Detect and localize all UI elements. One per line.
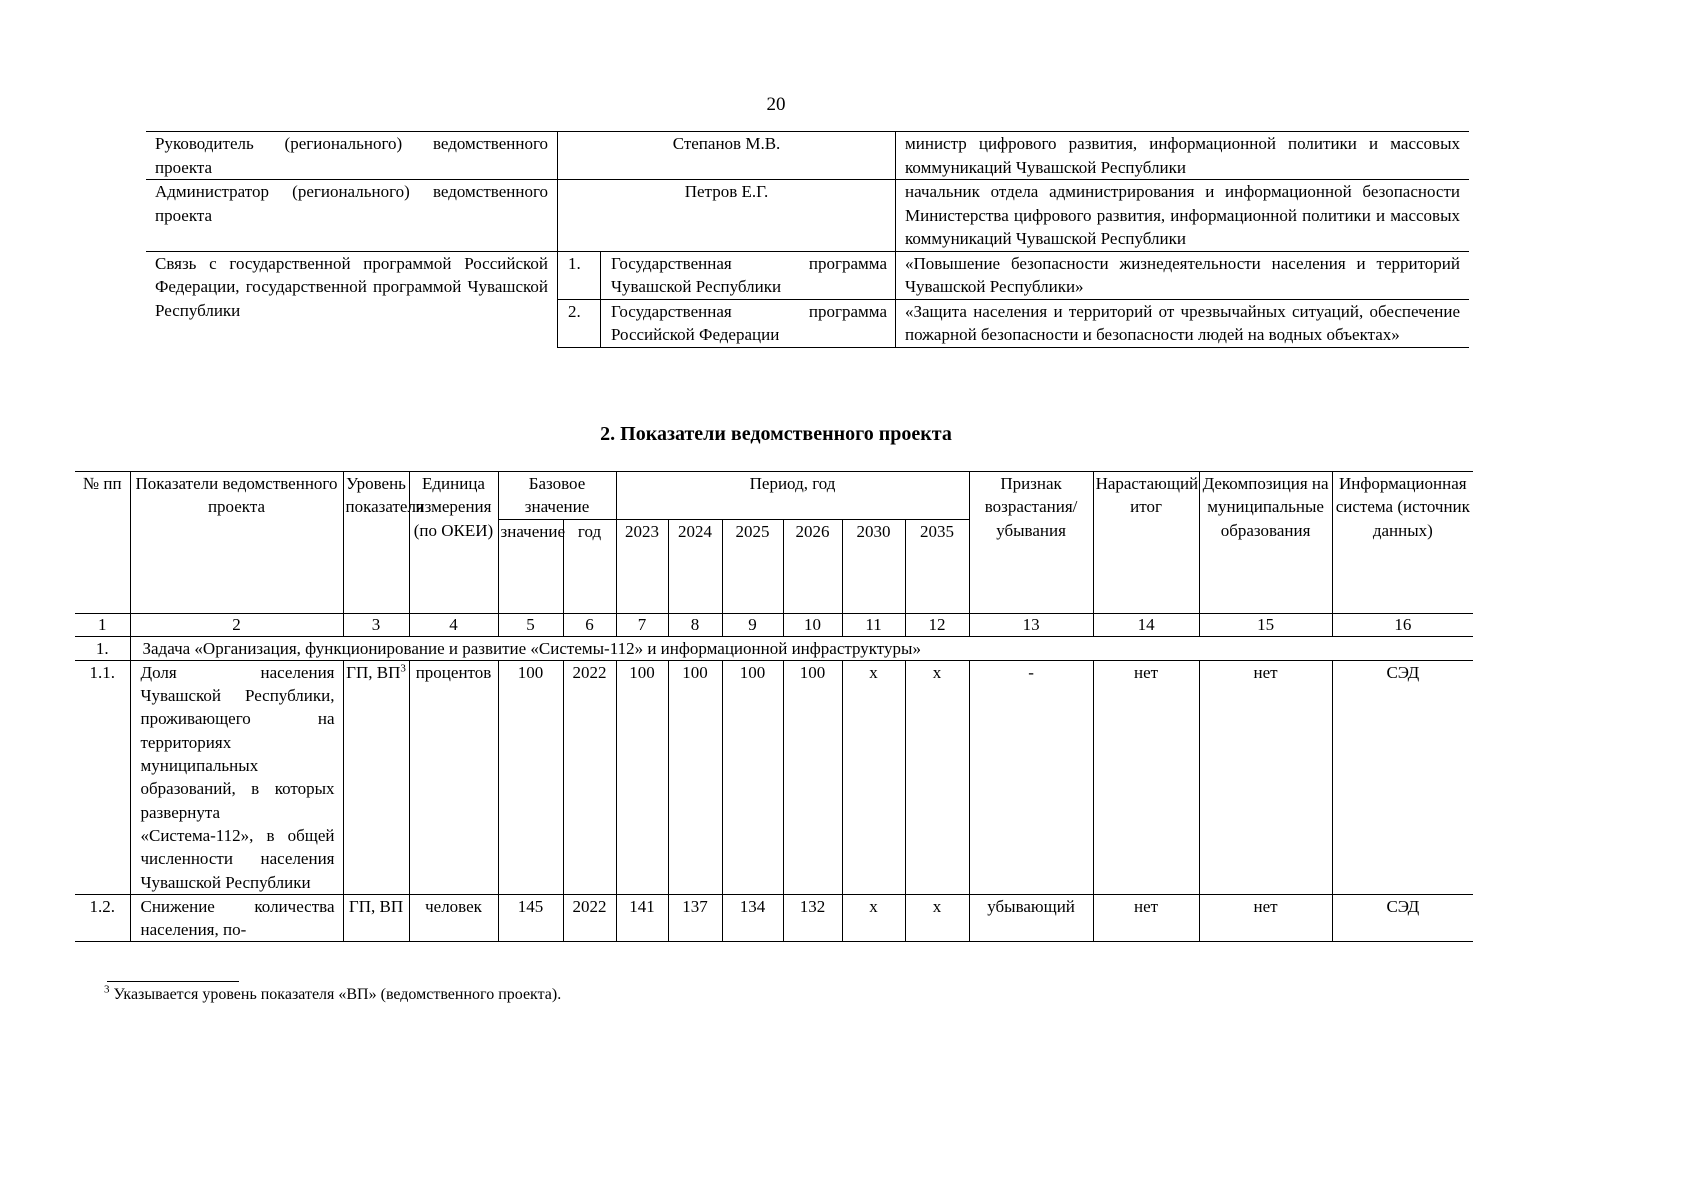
- task-number: 1.: [75, 636, 130, 660]
- header-period: Период, год: [616, 472, 969, 520]
- indicator-year-value: х: [905, 894, 969, 942]
- indicator-cumulative: нет: [1093, 894, 1199, 942]
- indicator-info-system: СЭД: [1332, 894, 1473, 942]
- program-type: Государственная программа Российской Федерации: [601, 299, 896, 347]
- indicator-level: ГП, ВП: [343, 894, 409, 942]
- indicator-level: [343, 660, 409, 894]
- header-year: 2030: [842, 519, 905, 613]
- passport-person-position: начальник отдела администрирования и информационной безопасности Министерства цифрового развития, информационной политики и массовых коммуникаций Чувашской Республики: [896, 180, 1470, 252]
- indicator-base-year: 2022: [563, 660, 616, 894]
- task-title: Задача «Организация, функционирование и развитие «Системы-112» и информационной инфраструктуры»: [130, 636, 1473, 660]
- passport-link-label: Связь с государственной программой Российской Федерации, государственной программой Чувашской Республики: [146, 251, 558, 347]
- header-num: № пп: [75, 472, 130, 614]
- header-year: 2035: [905, 519, 969, 613]
- column-number: 11: [842, 613, 905, 636]
- header-row: [75, 472, 1473, 520]
- column-number: 14: [1093, 613, 1199, 636]
- indicator-row: [75, 894, 1473, 942]
- indicator-year-value: 132: [783, 894, 842, 942]
- column-number: 15: [1199, 613, 1332, 636]
- indicator-year-value: х: [905, 660, 969, 894]
- indicator-base-value: 145: [498, 894, 563, 942]
- indicator-unit: человек: [409, 894, 498, 942]
- indicator-decomposition: нет: [1199, 660, 1332, 894]
- header-unit: Единица измерения (по ОКЕИ): [409, 472, 498, 614]
- indicator-base-year: 2022: [563, 894, 616, 942]
- column-number: 7: [616, 613, 668, 636]
- footnote-mark: 3: [104, 983, 110, 996]
- column-number: 10: [783, 613, 842, 636]
- indicators-table: [75, 471, 1473, 942]
- header-info-system: Информационная система (источник данных): [1332, 472, 1473, 614]
- section-title: 2. Показатели ведомственного проекта: [600, 423, 952, 445]
- program-number: 2.: [558, 299, 601, 347]
- indicator-year-value: 100: [722, 660, 783, 894]
- header-year: 2026: [783, 519, 842, 613]
- program-type: Государственная программа Чувашской Республики: [601, 251, 896, 299]
- column-number: 9: [722, 613, 783, 636]
- column-number: 6: [563, 613, 616, 636]
- indicator-number: 1.2.: [75, 894, 130, 942]
- footnote-divider: [107, 981, 239, 982]
- indicator-year-value: 137: [668, 894, 722, 942]
- column-number: 1: [75, 613, 130, 636]
- program-number: 1.: [558, 251, 601, 299]
- passport-row-link-1: [146, 251, 1469, 299]
- indicator-year-value: 134: [722, 894, 783, 942]
- passport-person-name: Петров Е.Г.: [558, 180, 896, 252]
- passport-person-name: Степанов М.В.: [558, 132, 896, 180]
- indicator-year-value: 100: [668, 660, 722, 894]
- passport-label: Администратор (регионального) ведомственного проекта: [146, 180, 558, 252]
- column-number: 3: [343, 613, 409, 636]
- program-title: «Защита населения и территорий от чрезвычайных ситуаций, обеспечение пожарной безопасности и безопасности людей на водных объектах»: [896, 299, 1470, 347]
- page-number: 20: [766, 94, 786, 115]
- header-year: 2024: [668, 519, 722, 613]
- column-numbers-row: [75, 613, 1473, 636]
- header-name: Показатели ведомственного проекта: [130, 472, 343, 614]
- indicator-unit: процентов: [409, 660, 498, 894]
- header-base-year: год: [563, 519, 616, 613]
- indicator-level-text: ГП, ВП: [346, 662, 401, 682]
- passport-person-position: министр цифрового развития, информационной политики и массовых коммуникаций Чувашской Республики: [896, 132, 1470, 180]
- program-title: «Повышение безопасности жизнедеятельности населения и территорий Чувашской Республики»: [896, 251, 1470, 299]
- header-cumulative: Нарастающий итог: [1093, 472, 1199, 614]
- project-passport-table: [146, 131, 1469, 348]
- header-year: 2025: [722, 519, 783, 613]
- column-number: 2: [130, 613, 343, 636]
- header-decomposition: Декомпозиция на муниципальные образования: [1199, 472, 1332, 614]
- task-row: [75, 636, 1473, 660]
- indicator-year-value: х: [842, 660, 905, 894]
- header-year: 2023: [616, 519, 668, 613]
- indicator-decomposition: нет: [1199, 894, 1332, 942]
- indicator-year-value: 100: [783, 660, 842, 894]
- indicator-name: Снижение количества населения, по-: [130, 894, 343, 942]
- column-number: 4: [409, 613, 498, 636]
- indicator-trend: убывающий: [969, 894, 1093, 942]
- column-number: 5: [498, 613, 563, 636]
- indicator-year-value: 141: [616, 894, 668, 942]
- column-number: 8: [668, 613, 722, 636]
- column-number: 13: [969, 613, 1093, 636]
- header-base: Базовое значение: [498, 472, 616, 520]
- header-trend: Признак возрастания/ убывания: [969, 472, 1093, 614]
- footnote: [104, 985, 561, 1005]
- indicator-cumulative: нет: [1093, 660, 1199, 894]
- indicator-base-value: 100: [498, 660, 563, 894]
- passport-label: Руководитель (регионального) ведомственного проекта: [146, 132, 558, 180]
- passport-row-admin: [146, 180, 1469, 252]
- indicator-trend: -: [969, 660, 1093, 894]
- indicator-year-value: 100: [616, 660, 668, 894]
- indicator-number: 1.1.: [75, 660, 130, 894]
- footnote-reference: 3: [400, 662, 406, 675]
- passport-row-head: [146, 132, 1469, 180]
- column-number: 12: [905, 613, 969, 636]
- indicator-year-value: х: [842, 894, 905, 942]
- header-base-value: значение: [498, 519, 563, 613]
- indicator-row: [75, 660, 1473, 894]
- header-level: Уровень показателя: [343, 472, 409, 614]
- indicator-info-system: СЭД: [1332, 660, 1473, 894]
- indicator-name: Доля населения Чувашской Республики, проживающего на территориях муниципальных образований, в которых развернута «Система-112», в общей численности населения Чувашской Республики: [130, 660, 343, 894]
- column-number: 16: [1332, 613, 1473, 636]
- footnote-text: Указывается уровень показателя «ВП» (ведомственного проекта).: [113, 986, 562, 1003]
